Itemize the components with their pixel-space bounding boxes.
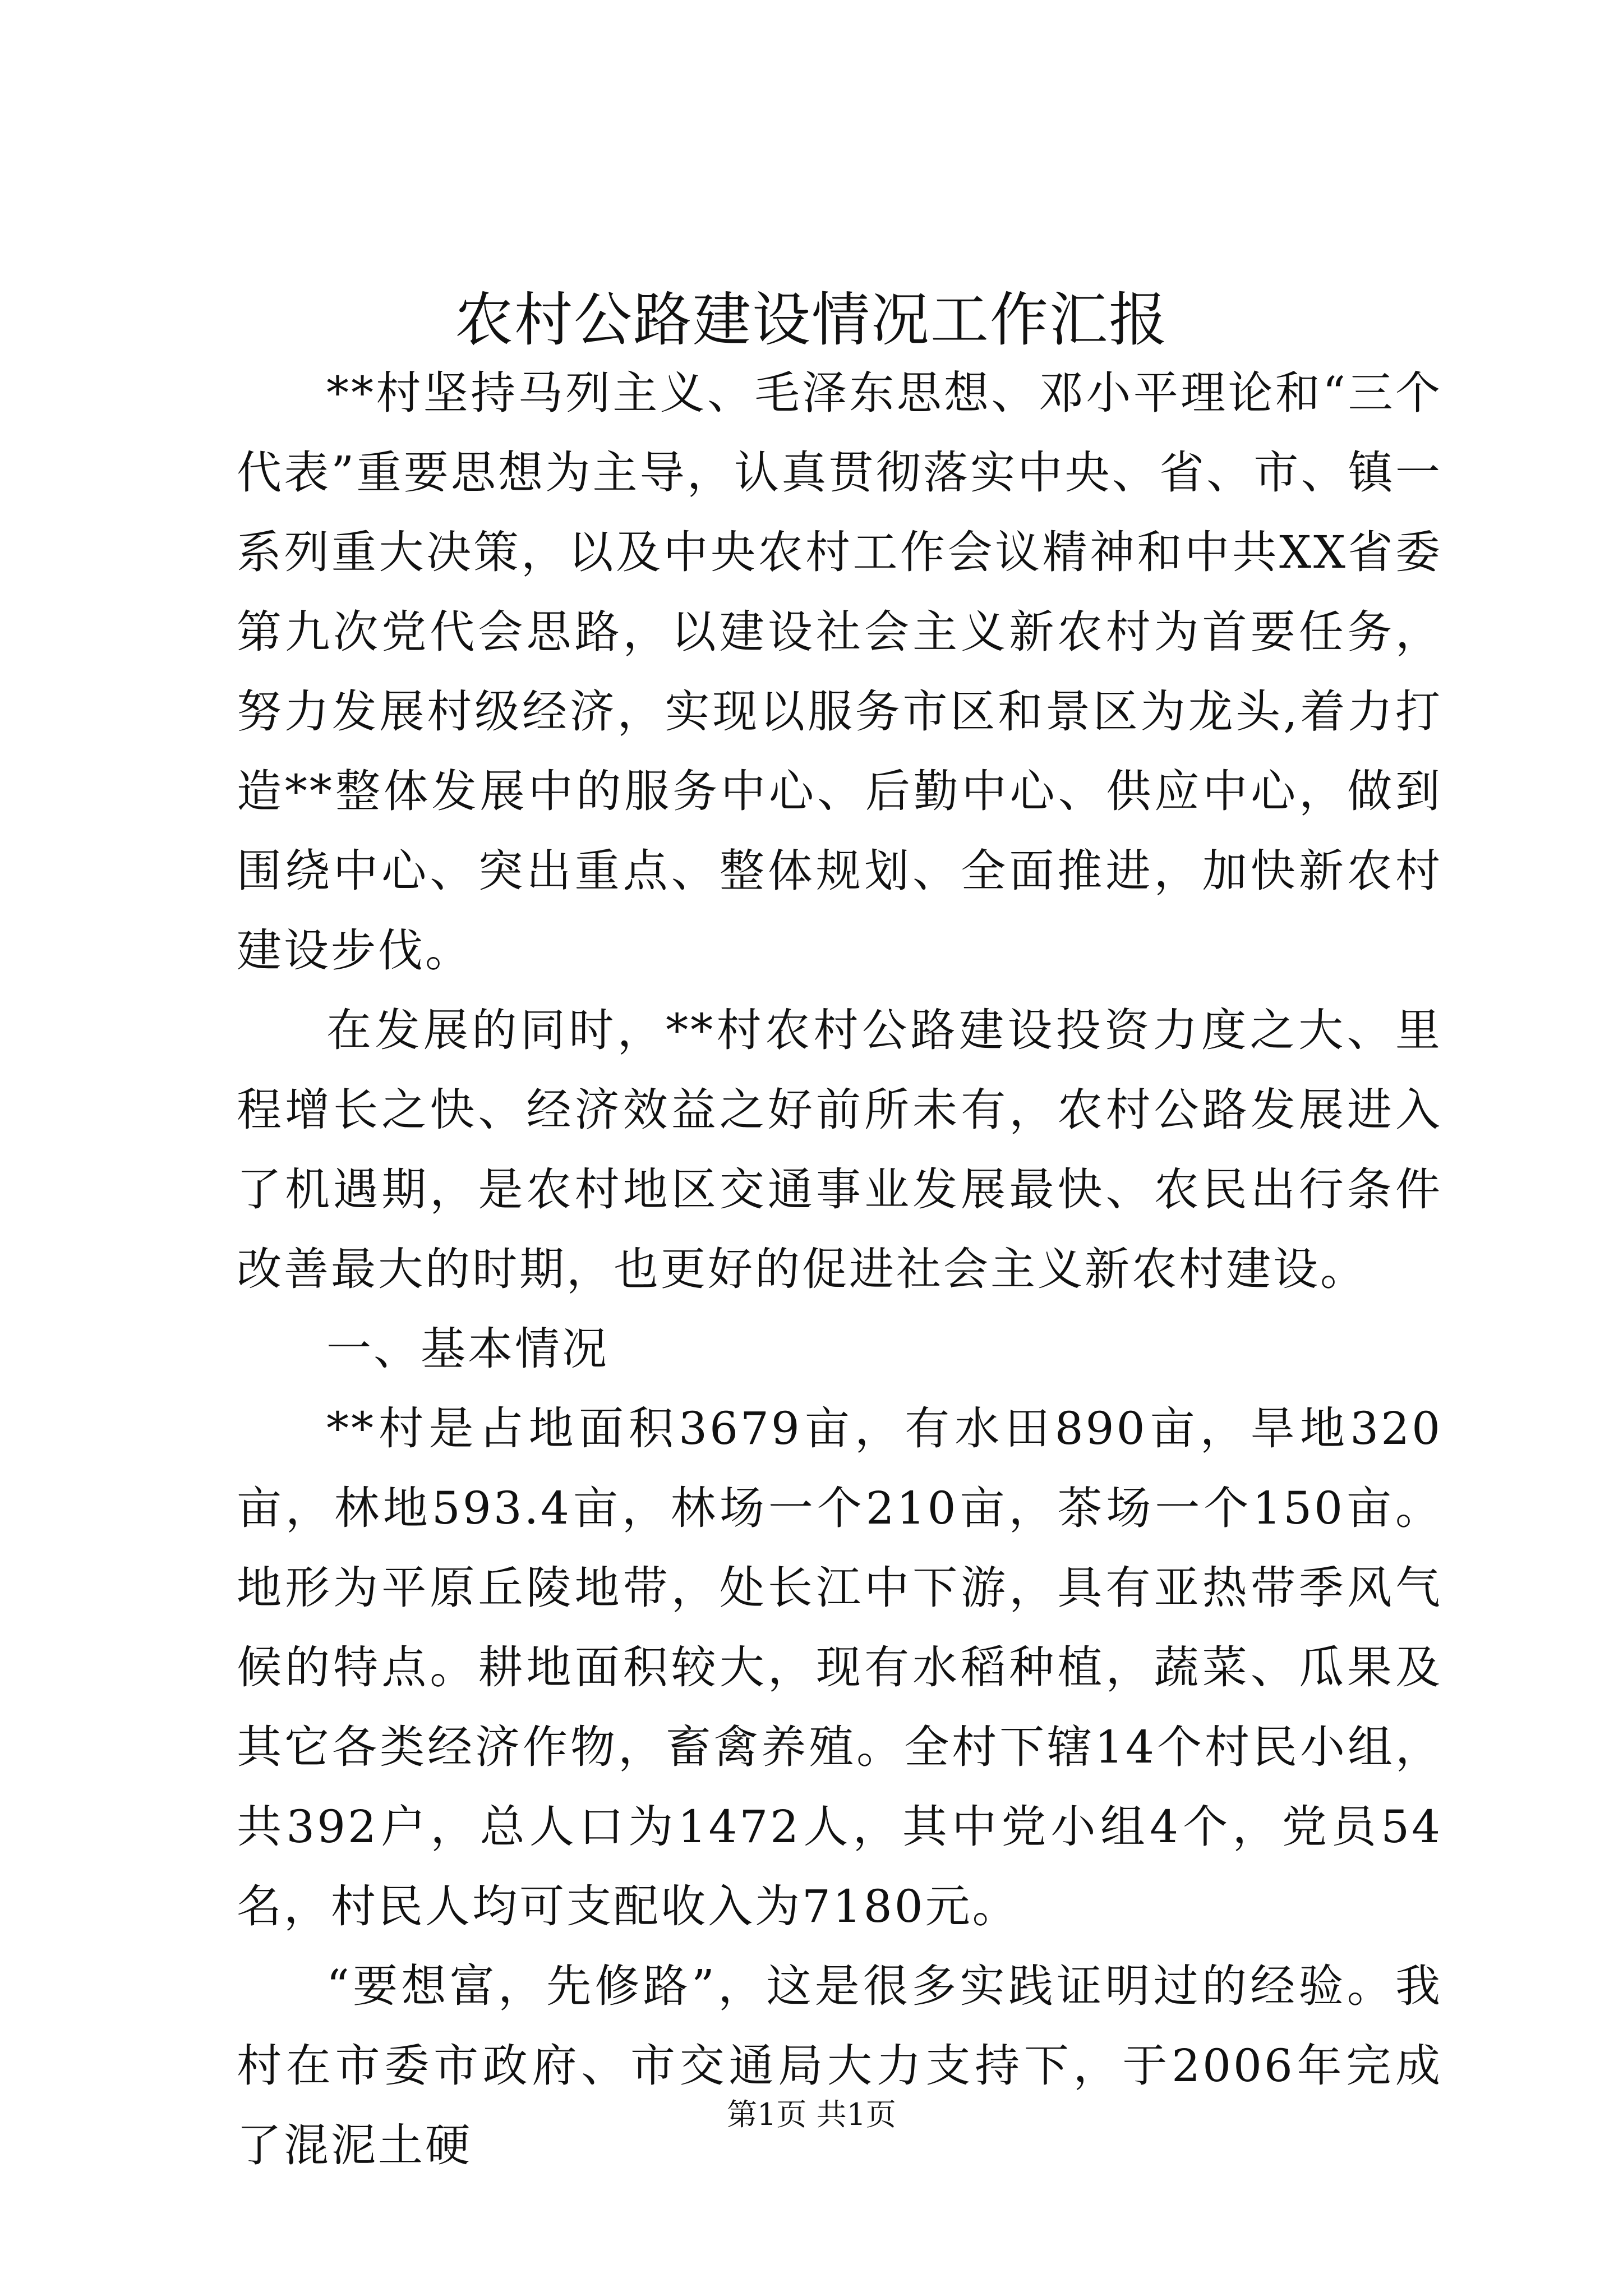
page-footer: 第1页 共1页 xyxy=(727,2097,896,2132)
section-heading-basic-situation: 一、基本情况 xyxy=(326,1323,609,1375)
document-body xyxy=(237,353,1442,2185)
document-title: 农村公路建设情况工作汇报 xyxy=(454,286,1168,354)
paragraph-basic-situation: **村是占地面积3679亩，有水田890亩，旱地320亩，林地593.4亩，林场一个210亩，茶场一个150亩。地形为平原丘陵地带，处长江中下游，具有亚热带季风气候的特点。耕地面积较大，现有水稻种植，蔬菜、瓜果及其它各类经济作物，畜禽养殖。全村下辖14个村民小组，共392户，总人口为1472人，其中党小组4个，党员54名，村民人均可支配收入为7180元。 xyxy=(237,1402,1442,1932)
paragraph-intro: **村坚持马列主义、毛泽东思想、邓小平理论和“三个代表”重要思想为主导，认真贯彻落实中央、省、市、镇一系列重大决策，以及中央农村工作会议精神和中共XX省委第九次党代会思路，以建设社会主义新农村为首要任务，努力发展村级经济，实现以服务市区和景区为龙头,着力打造**整体发展中的服务中心、后勤中心、供应中心，做到围绕中心、突出重点、整体规划、全面推进，加快新农村建设步伐。 xyxy=(237,367,1442,977)
paragraph-development: 在发展的同时，**村农村公路建设投资力度之大、里程增长之快、经济效益之好前所未有，农村公路发展进入了机遇期，是农村地区交通事业发展最快、农民出行条件改善最大的时期，也更好的促进社会主义新农村建设。 xyxy=(237,1004,1442,1295)
paragraph-road-building: “要想富，先修路”，这是很多实践证明过的经验。我村在市委市政府、市交通局大力支持下，于2006年完成了混泥土硬 xyxy=(237,1960,1442,2171)
